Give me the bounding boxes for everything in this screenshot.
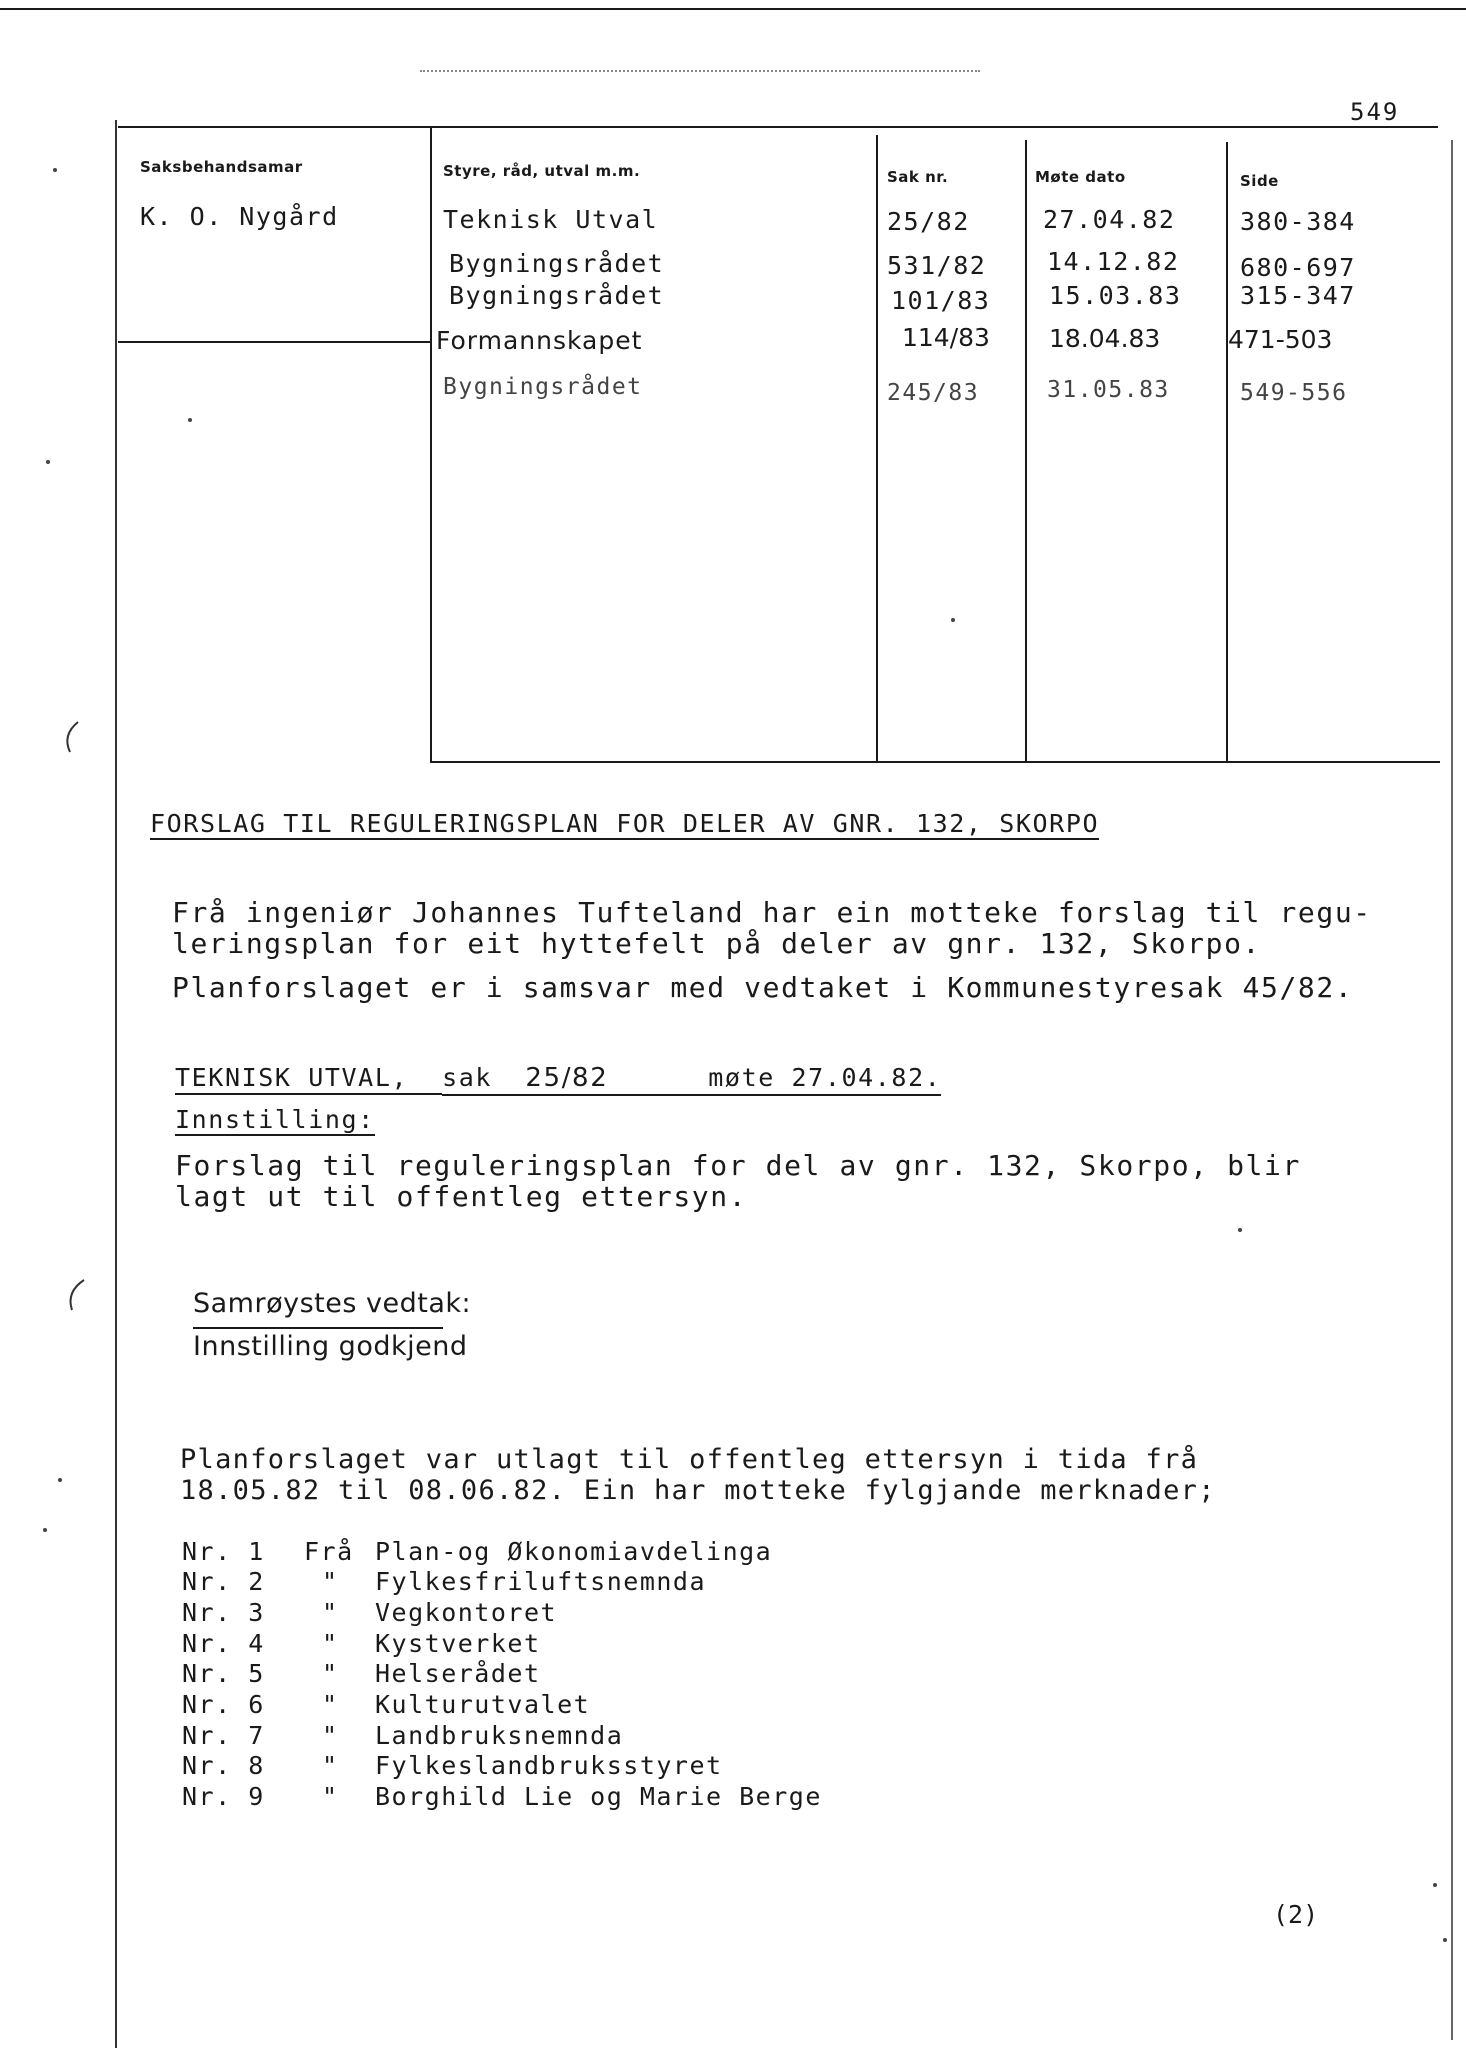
- remark-name: Vegkontoret: [375, 1598, 558, 1627]
- meeting-date-label: møte 27.04.82.: [708, 1063, 942, 1092]
- remark-nr: Nr. 7: [182, 1721, 265, 1750]
- remark-nr: Nr. 9: [182, 1782, 265, 1811]
- meeting-board-text: TEKNISK UTVAL,: [175, 1063, 409, 1092]
- remark-nr: Nr. 3: [182, 1598, 265, 1627]
- intro-line-3: Planforslaget er i samsvar med vedtaket i Kommunestyresak 45/82.: [172, 971, 1354, 1004]
- footer-page-number: (2): [1273, 1900, 1319, 1929]
- row-2-pages: 680-697: [1240, 253, 1356, 282]
- header-page: Side: [1240, 172, 1279, 190]
- remark-name: Fylkesfriluftsnemnda: [375, 1567, 707, 1596]
- row-3-case-no: 101/83: [891, 286, 991, 315]
- header-board: Styre, råd, utval m.m.: [443, 162, 641, 180]
- row-4-date: 18.04.83: [1049, 324, 1161, 353]
- header-case-handler: Saksbehandsamar: [140, 158, 303, 176]
- remark-name: Kulturutvalet: [375, 1690, 591, 1719]
- row-3-pages: 315-347: [1240, 281, 1356, 310]
- document-title-text: FORSLAG TIL REGULERINGSPLAN FOR DELER AV GNR. 132, SKORPO: [150, 809, 1100, 838]
- recommendation-heading-text: Innstilling:: [175, 1105, 375, 1134]
- remark-nr: Nr. 6: [182, 1690, 265, 1719]
- recommendation-line-1: Forslag til reguleringsplan for del av gnr. 132, Skorpo, blir: [175, 1149, 1301, 1182]
- header-meeting-date: Møte dato: [1035, 168, 1126, 186]
- row-5-pages: 549-556: [1240, 380, 1348, 406]
- hearing-line-1: Planforslaget var utlagt til offentleg ettersyn i tida frå: [180, 1444, 1199, 1475]
- intro-line-2: leringsplan for eit hyttefelt på deler av gnr. 132, Skorpo.: [172, 927, 1261, 960]
- meeting-sak-no: 25/82: [525, 1063, 609, 1093]
- row-5-board: Bygningsrådet: [443, 374, 643, 400]
- hearing-line-2: 18.05.82 til 08.06.82. Ein har motteke fylgjande merknader;: [180, 1475, 1216, 1506]
- row-4-board: Formannskapet: [436, 326, 643, 355]
- row-5-case-no: 245/83: [887, 380, 980, 406]
- stamp-line-1: Samrøystes vedtak:: [193, 1288, 472, 1319]
- remark-nr: Nr. 5: [182, 1659, 265, 1688]
- page-number: 549: [1350, 98, 1400, 126]
- row-2-case-no: 531/82: [887, 251, 987, 280]
- row-1-board: Teknisk Utval: [443, 205, 659, 234]
- remark-from: ": [322, 1690, 339, 1719]
- remark-name: Helserådet: [375, 1659, 541, 1688]
- row-2-date: 14.12.82: [1047, 247, 1180, 276]
- remark-nr: Nr. 2: [182, 1567, 265, 1596]
- remark-from: ": [322, 1567, 339, 1596]
- row-3-date: 15.03.83: [1049, 281, 1182, 310]
- remark-from: ": [322, 1751, 339, 1780]
- remark-name: Borghild Lie og Marie Berge: [375, 1782, 822, 1811]
- remark-from: ": [322, 1659, 339, 1688]
- remark-from: ": [322, 1782, 339, 1811]
- row-2-board: Bygningsrådet: [449, 249, 665, 278]
- case-handler-name: K. O. Nygård: [140, 202, 339, 231]
- remark-from: ": [322, 1721, 339, 1750]
- remark-nr: Nr. 8: [182, 1751, 265, 1780]
- row-1-pages: 380-384: [1240, 207, 1356, 236]
- recommendation-line-2: lagt ut til offentleg ettersyn.: [175, 1180, 748, 1213]
- row-4-pages: 471-503: [1228, 325, 1333, 354]
- header-case-no: Sak nr.: [887, 168, 949, 186]
- remark-nr: Nr. 1: [182, 1537, 265, 1566]
- remark-from: ": [322, 1629, 339, 1658]
- intro-line-1: Frå ingeniør Johannes Tufteland har ein motteke forslag til regu-: [172, 896, 1372, 929]
- row-4-case-no: 114/83: [902, 323, 990, 352]
- meeting-sak-label: sak: [442, 1063, 493, 1092]
- remark-name: Landbruksnemnda: [375, 1721, 624, 1750]
- row-3-board: Bygningsrådet: [449, 281, 665, 310]
- remark-from: Frå: [304, 1537, 354, 1566]
- remark-name: Plan-og Økonomiavdelinga: [375, 1537, 773, 1566]
- remark-nr: Nr. 4: [182, 1629, 265, 1658]
- stamp-line-2: Innstilling godkjend: [193, 1331, 468, 1362]
- row-5-date: 31.05.83: [1047, 377, 1170, 403]
- remark-name: Fylkeslandbruksstyret: [375, 1751, 723, 1780]
- remark-name: Kystverket: [375, 1629, 541, 1658]
- remark-from: ": [322, 1598, 339, 1627]
- row-1-date: 27.04.82: [1043, 205, 1176, 234]
- row-1-case-no: 25/82: [887, 207, 970, 236]
